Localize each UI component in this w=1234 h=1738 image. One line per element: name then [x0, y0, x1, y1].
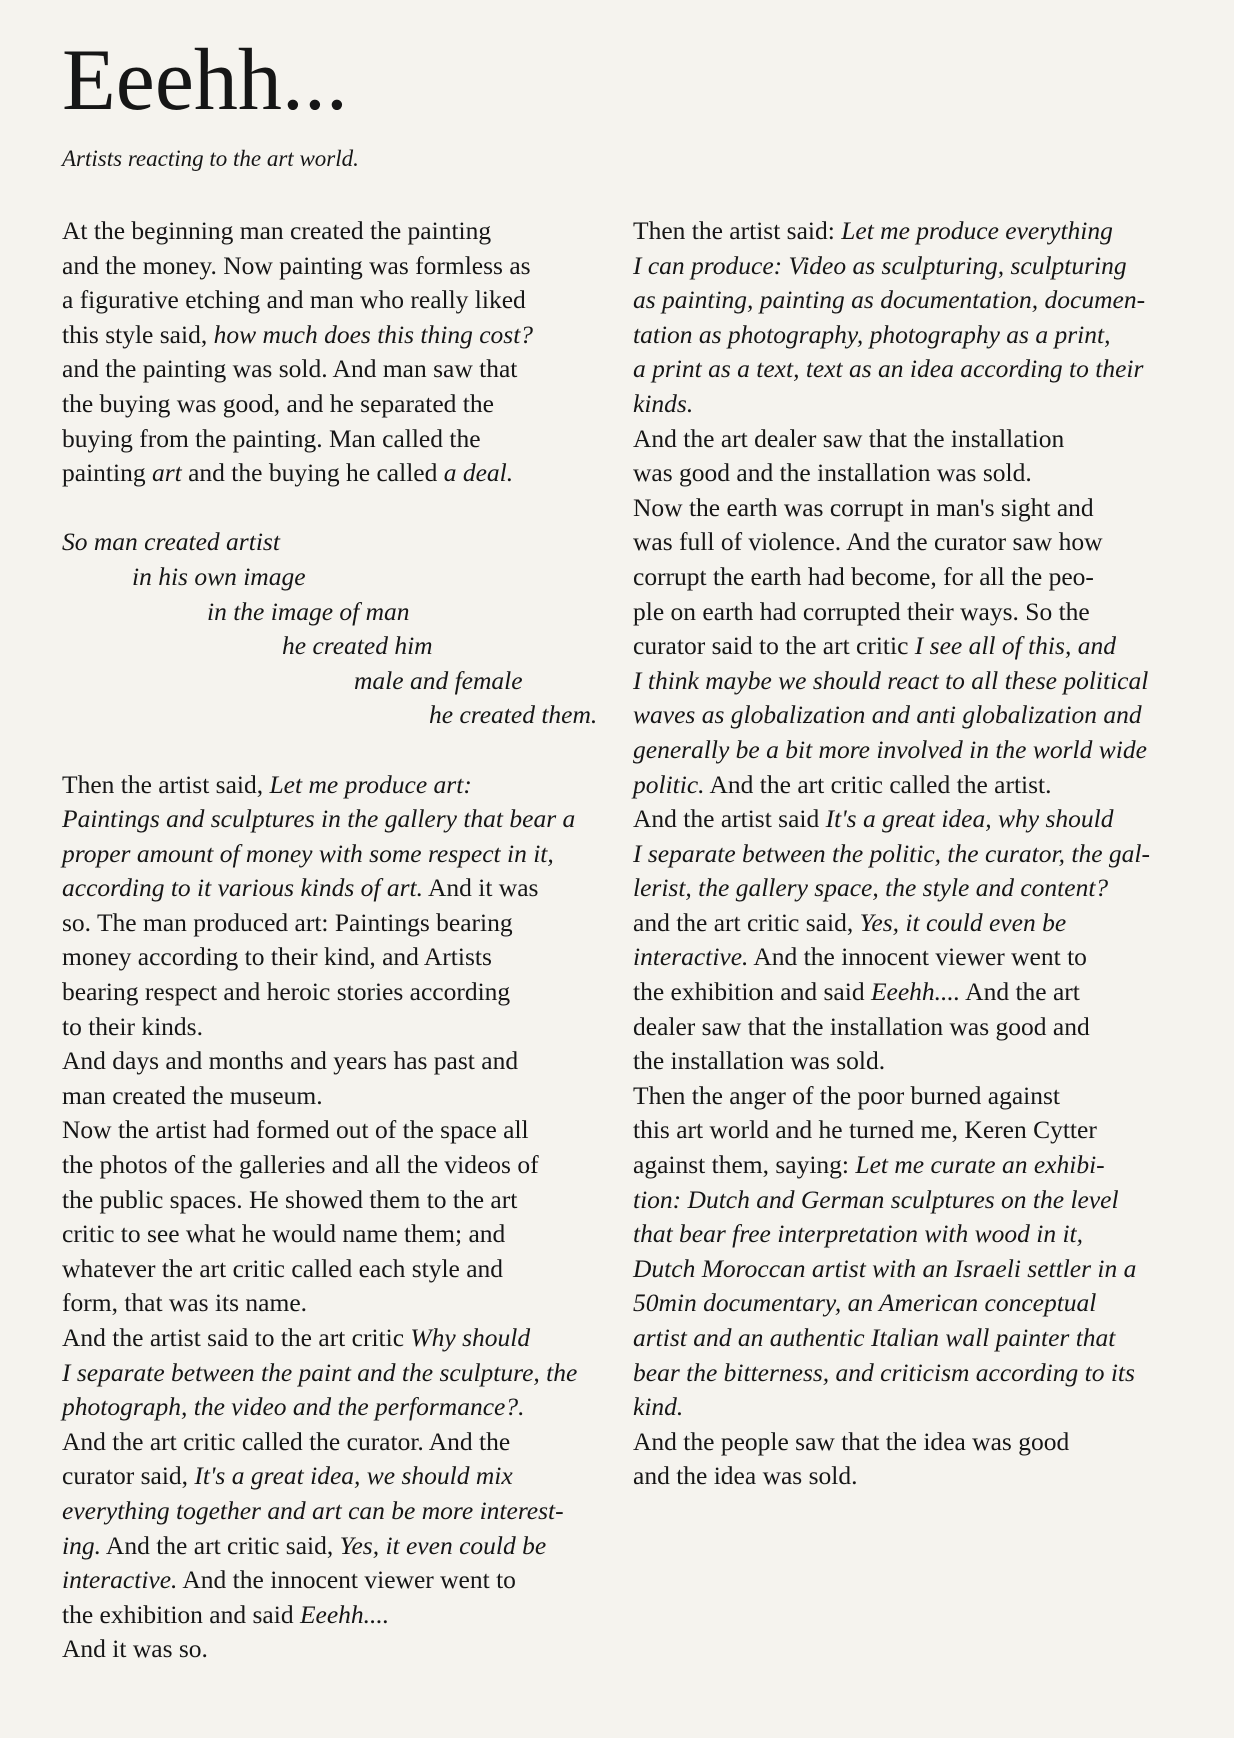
right-column [633, 214, 1193, 1494]
paragraph: And the people saw that the idea was good and the idea was sold. [633, 1426, 1070, 1491]
article-subtitle: Artists reacting to the art world. [62, 146, 359, 171]
paragraph: Now the artist had formed out of the space all the photos of the galleries and all the videos of the public spaces. He showed them to the art critic to see what he would name them; and whatever the art critic called each style and form, that was its name. [62, 1115, 539, 1318]
paragraph: And days and months and years has past and man created the museum. [62, 1046, 519, 1110]
left-column [62, 214, 622, 1667]
paragraph: Then the artist said: Let me produce everything I can produce: Video as sculpturing, sculpturing as painting, painting as documentation, documen- tation as photography, photography as a print, a print as a text, text as an idea according to their kinds. [633, 216, 1146, 418]
poem-line: he created him [282, 631, 433, 661]
paragraph: Now the earth was corrupt in man's sight and was full of violence. And the curator saw how corrupt the earth had become, for all the peo- ple on earth had corrupted their ways. So the curator said to the art critic I see all of this, and I think maybe we should react to all these political waves as globalization and anti globalization and generally be a bit more involved in the world wide politic. And the art critic called the artist. [633, 492, 1149, 799]
poem-line: So man created artist [62, 527, 280, 557]
paragraph: Then the artist said, Let me produce art: Paintings and sculptures in the gallery that bear a proper amount of money with some respect in it, according to it various kinds of art. And it was so. The man produced art: Paintings bearing money according to their kind, and Artists bearing respect and heroic stories according to their kinds. [62, 769, 576, 1041]
paragraph: And the art critic called the curator. And the curator said, It's a great idea, we should mix everything together and art can be more interest- ing. And the art critic said, Yes, it even could be interactive. And the innocent viewer went to the exhibition and said Eeehh.... [62, 1426, 564, 1629]
paragraph: At the beginning man created the painting and the money. Now painting was formless as a figurative etching and man who really liked this style said, how much does this thing cost? and the painting was sold. And man saw that the buying was good, and he separated the buying from the painting. Man called the painting art and the buying he called a deal. [62, 216, 534, 488]
paragraph: Then the anger of the poor burned against this art world and he turned me, Keren Cytter against them, saying: Let me curate an exhibi- tion: Dutch and German sculptures on the level that bear free interpretation with wood in it, Dutch Moroccan artist with an Israeli settler in a 50min documentary, an American conceptual artist and an authentic Italian wall painter that bear the bitterness, and criticism according to its kind. [633, 1080, 1137, 1422]
poem [62, 525, 622, 733]
poem-line: in his own image [132, 561, 306, 591]
poem-line: in the image of man [207, 596, 410, 626]
paragraph: And the art dealer saw that the installation was good and the installation was sold. [633, 423, 1065, 488]
article-title: Eeehh... [62, 32, 348, 129]
paragraph: And the artist said to the art critic Why should I separate between the paint and the sculpture, the photograph, the video and the performance?. [62, 1323, 578, 1422]
poem-line: he created them. [429, 700, 598, 730]
poem-line: male and female [354, 665, 523, 695]
paragraph: And it was so. [62, 1634, 208, 1664]
paragraph: And the artist said It's a great idea, why should I separate between the politic, the curator, the gal- lerist, the gallery space, the style and content? and the art critic said, Yes, it could even be interactive. And the innocent viewer went to the exhibition and said Eeehh.... And the art dealer saw that the installation was good and the installation was sold. [633, 804, 1150, 1076]
